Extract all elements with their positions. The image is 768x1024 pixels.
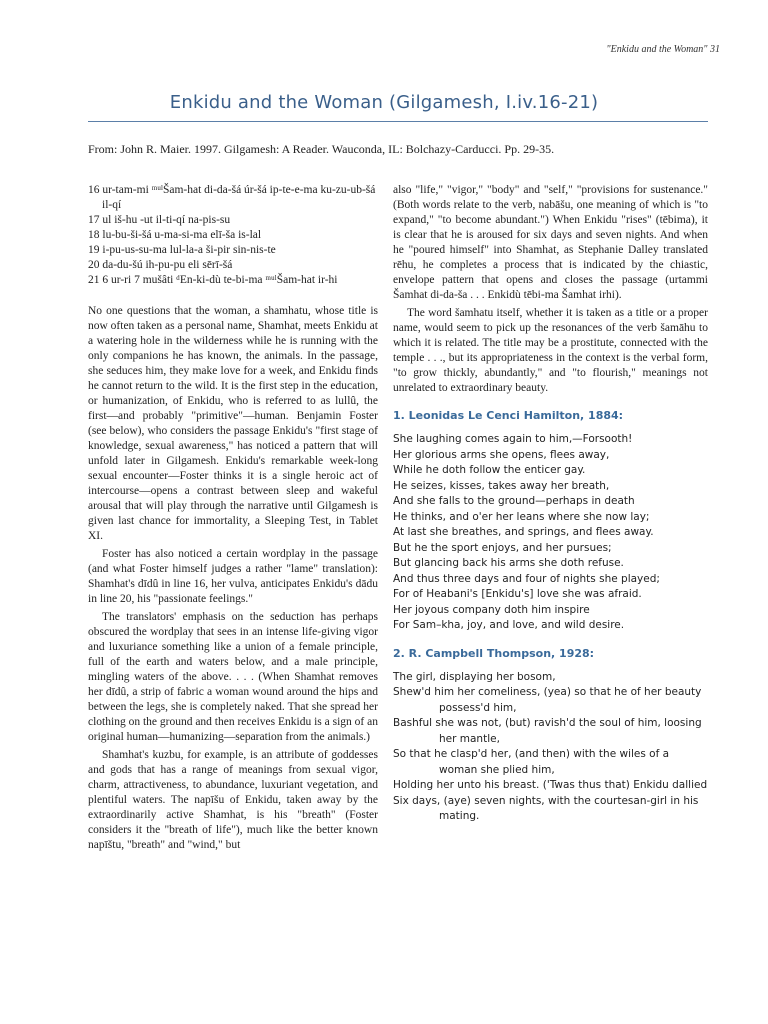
poem-line: Shew'd him her comeliness, (yea) so that he of her beauty possess'd him, bbox=[393, 686, 702, 714]
transliteration-line: 17 ul iš-hu -ut il-ti-qí na-pis-su bbox=[88, 214, 231, 226]
transliteration-line: 16 ur-tam-mi ᵐᵘˡŠam-hat di-da-šá úr-šá ip-te-e-ma ku-zu-ub-šá il-qí bbox=[88, 184, 376, 211]
transliteration-line: 19 i-pu-us-su-ma lul-la-a ši-pir sin-nis-te bbox=[88, 244, 276, 256]
poem-line: But glancing back his arms she doth refuse. bbox=[393, 557, 624, 569]
page-title: Enkidu and the Woman (Gilgamesh, I.iv.16-21) bbox=[169, 92, 599, 113]
poem-line: The girl, displaying her bosom, bbox=[393, 670, 556, 683]
title-rule bbox=[88, 121, 708, 122]
body-paragraph: Shamhat's kuzbu, for example, is an attribute of goddesses and gods that has a range of meanings from sexual vigor, charm, attractiveness, to abundance, luxuriant vegetation, and plentiful waters. The napīšu of Enkidu, taken away by the extraordinarily active Shamhat, is his "breath" (Foster considers it the "breath of life"), much like the better known napīštu, "breath" and "wind," but bbox=[88, 749, 378, 851]
poem-line: While he doth follow the enticer gay. bbox=[393, 464, 586, 476]
poem-line: For of Heabani's [Enkidu's] love she was afraid. bbox=[393, 588, 642, 600]
body-paragraph: also "life," "vigor," "body" and "self," "provisions for sustenance." (Both words relate to the verb, nabāšu, one meaning of which is "to expand," "to become abundant.") When Enkidu "rises" (tēbima), it is clear that he is aroused for six days and seven nights. And when he "poured himself" into Shamhat, as Stephanie Dalley translated rēhu, he completes a process that is indicated by the chiastic, envelope pattern that opens and closes the passage (urtammi Šamhat di-da-ša . . . Enkidù tēbi-ma Šamhat irhi). bbox=[393, 184, 708, 301]
transliteration-line: 20 da-du-šú ih-pu-pu eli sērī-šá bbox=[88, 259, 233, 271]
transliteration-line: 21 6 ur-ri 7 mušâti ᵈEn-ki-dù te-bi-ma ᵐᵘˡŠam-hat ir-hi bbox=[88, 274, 338, 286]
right-column bbox=[393, 183, 708, 825]
poem-thompson bbox=[393, 670, 708, 825]
body-paragraph: No one questions that the woman, a shamhatu, whose title is now often taken as a personal name, Shamhat, meets Enkidu at a watering hole in the wilderness while he is running with the only companions he has known, the animals. In the passage, she seduces him, they make love for a week, and Enkidu finds he cannot return to the wild. It is the first step in the education, or humanization, of Enkidu, who is referred to as lullû, the first—and probably "primitive"—human. Benjamin Foster (see below), who considers the passage Enkidu's "first stage of knowledge, sexual awareness," has noticed a pattern that will unfold later in Gilgamesh. Enkidu's remarkable week-long sexual encounter—Foster thinks it is a single heroic act of intercourse—opens a contrast between sleep and wakeful arousal that will play through the narrative until Gilgamesh is given last chance for immortality, a Sleeping Test, in Tablet XI. bbox=[88, 305, 378, 542]
poem-line: For Sam–kha, joy, and love, and wild desire. bbox=[393, 619, 625, 631]
body-paragraph: The word šamhatu itself, whether it is taken as a title or a proper name, would seem to pick up the resonances of the verb šamāhu to which it is related. The title may be a prostitute, connected with the temple . . ., but its appropriateness in the context is the verbal form, "to grow thickly, abundantly," and "to flourish," meanings not unrelated to extraordinary beauty. bbox=[393, 307, 708, 394]
poem-line: But he the sport enjoys, and her pursues; bbox=[393, 541, 612, 554]
poem-line: At last she breathes, and springs, and flees away. bbox=[393, 526, 654, 538]
poem-line: Holding her unto his breast. ('Twas thus that) Enkidu dallied bbox=[393, 779, 708, 791]
section-heading-hamilton: 1. Leonidas Le Cenci Hamilton, 1884: bbox=[393, 409, 624, 422]
source-citation: From: John R. Maier. 1997. Gilgamesh: A Reader. Wauconda, IL: Bolchazy-Carducci. Pp. 29-35. bbox=[88, 142, 555, 156]
poem-line: And thus three days and four of nights she played; bbox=[393, 572, 660, 585]
poem-line: So that he clasp'd her, (and then) with the wiles of a woman she plied him, bbox=[393, 748, 670, 776]
poem-line: Bashful she was not, (but) ravish'd the soul of him, loosing her mantle, bbox=[393, 717, 702, 745]
poem-hamilton bbox=[393, 432, 708, 634]
left-column bbox=[88, 183, 378, 856]
transliteration-line: 18 lu-bu-ši-šá u-ma-si-ma elī-ša is-lal bbox=[88, 229, 262, 241]
poem-line: She laughing comes again to him,—Forsooth! bbox=[393, 433, 633, 445]
poem-line: Her glorious arms she opens, flees away, bbox=[393, 448, 610, 461]
poem-line: Six days, (aye) seven nights, with the courtesan-girl in his mating. bbox=[393, 794, 699, 822]
body-paragraph: Foster has also noticed a certain wordplay in the passage (and what Foster himself judges a rather "lame" translation): Shamhat's dīdû in line 16, her vulva, anticipates Enkidu's dādu in line 20, his "passionate feelings." bbox=[88, 548, 378, 605]
poem-line: And she falls to the ground—perhaps in death bbox=[393, 495, 635, 507]
poem-line: He seizes, kisses, takes away her breath, bbox=[393, 479, 610, 492]
section-heading-thompson: 2. R. Campbell Thompson, 1928: bbox=[393, 646, 595, 660]
transliteration-block bbox=[88, 183, 378, 288]
body-paragraph: The translators' emphasis on the seduction has perhaps obscured the wordplay that sees in an intense life-giving vigor and luxuriance something like a union of a female principle, full of the earth and waters below, and a male principle, mingling waters of the above. . . . (When Shamhat removes her dīdû, a strip of fabric a woman wound around the hips and between the legs, she is completely naked. That she spread her clothing on the ground and then receives Enkidu is a sign of an original human—humanizing—separation from the animals.) bbox=[88, 611, 378, 743]
poem-line: Her joyous company doth him inspire bbox=[393, 603, 590, 616]
running-head: "Enkidu and the Woman" 31 bbox=[606, 44, 720, 55]
poem-line: He thinks, and o'er her leans where she now lay; bbox=[393, 510, 650, 523]
